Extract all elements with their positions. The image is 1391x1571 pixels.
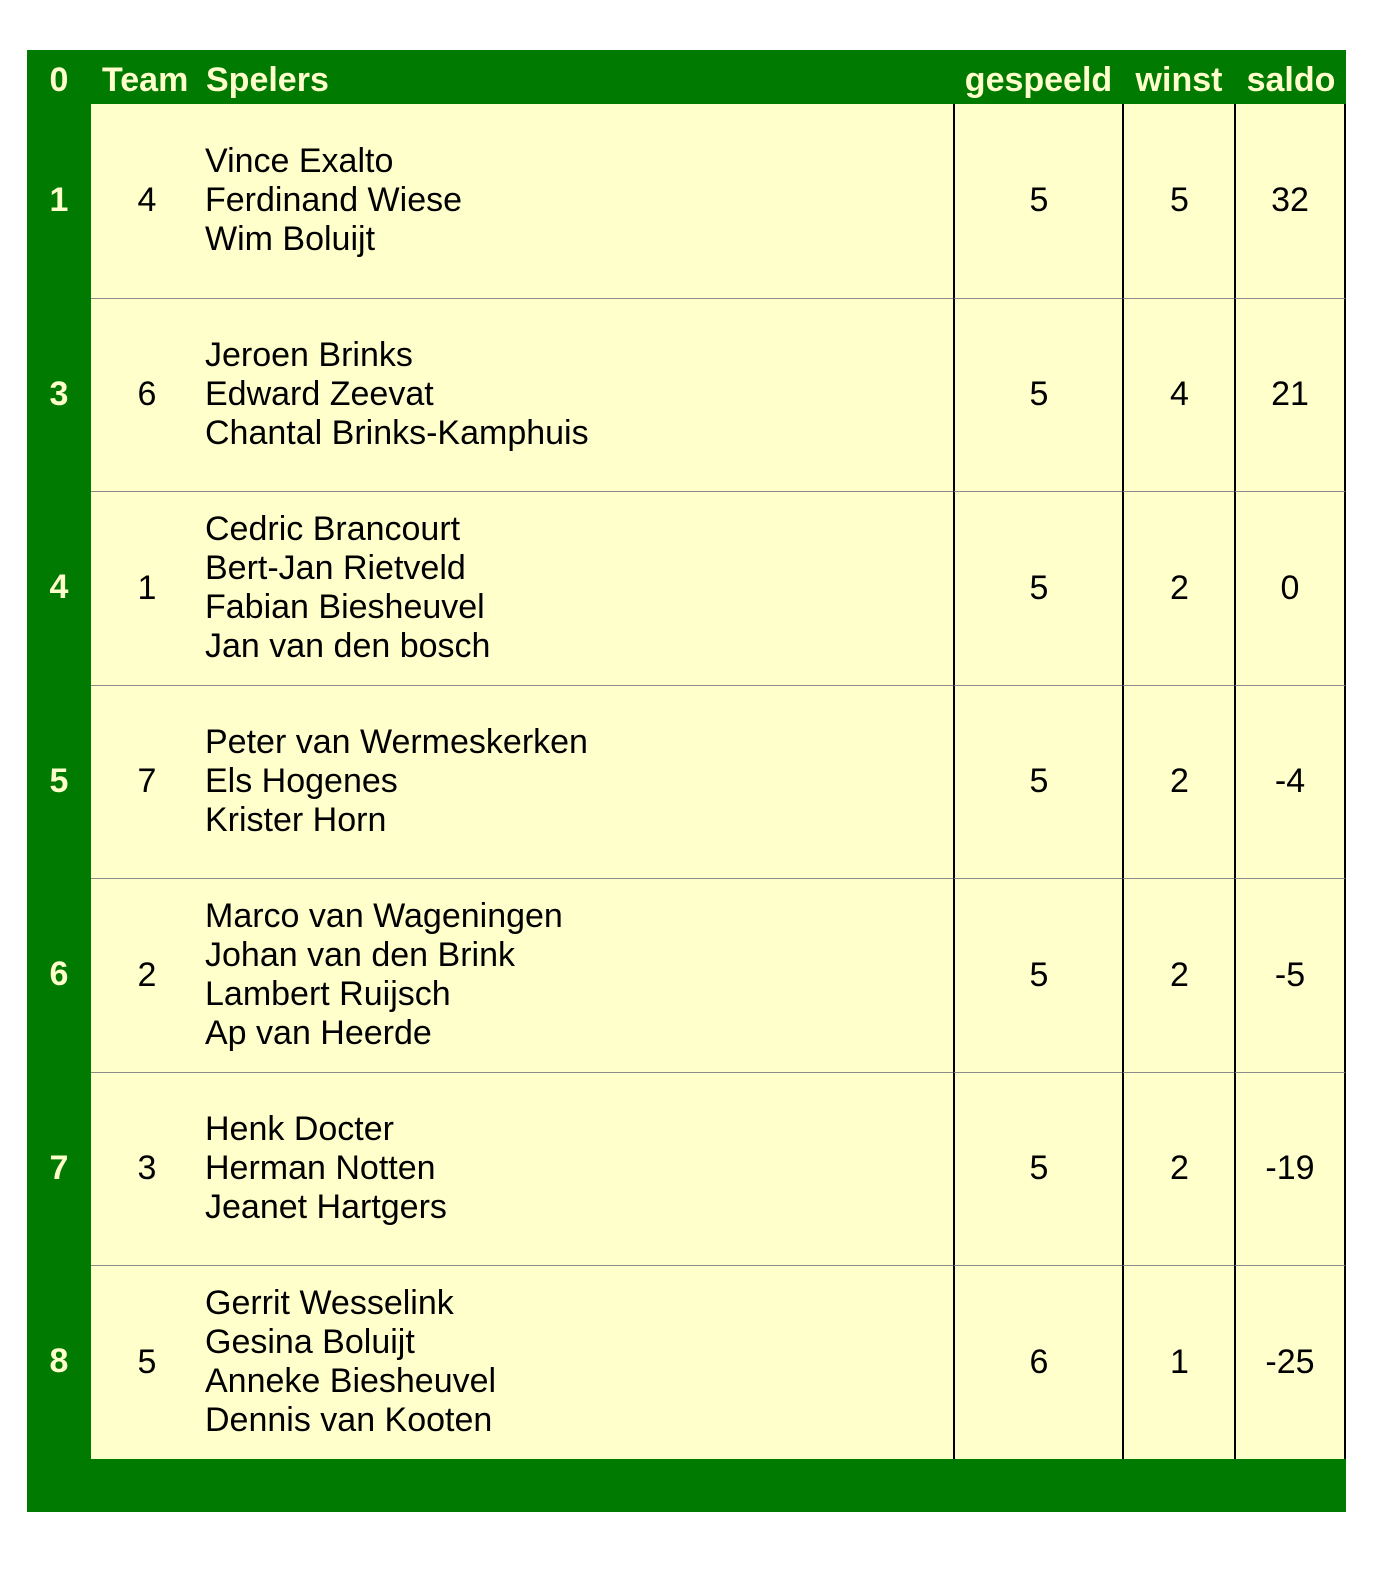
player-list	[203, 1110, 447, 1227]
player-name: Herman Notten	[205, 1149, 436, 1188]
player-name: Els Hogenes	[205, 762, 398, 801]
player-name: Gerrit Wesselink	[205, 1284, 454, 1323]
saldo-cell: -25	[1234, 1265, 1346, 1459]
player-name: Ferdinand Wiese	[205, 181, 463, 220]
player-list	[203, 142, 462, 259]
winst-cell: 5	[1122, 104, 1235, 298]
rank-cell: 5	[49, 761, 69, 800]
player-name: Marco van Wageningen	[205, 897, 563, 936]
saldo-cell: 32	[1234, 104, 1346, 298]
team-number: 6	[137, 375, 157, 414]
rank-cell: 4	[49, 568, 69, 607]
table-row	[27, 491, 1346, 685]
player-name: Jan van den bosch	[205, 627, 491, 666]
gespeeld-cell: 5	[953, 878, 1123, 1072]
winst-cell: 1	[1122, 1265, 1235, 1459]
header-rank: 0	[49, 61, 69, 99]
player-name: Wim Boluijt	[205, 220, 376, 259]
winst-cell: 2	[1122, 685, 1235, 879]
rank-cell: 3	[49, 374, 69, 413]
team-cell	[91, 491, 955, 685]
gespeeld-cell: 5	[953, 104, 1123, 298]
gespeeld-cell: 5	[953, 685, 1123, 879]
team-number: 5	[137, 1342, 157, 1381]
winst-cell: 2	[1122, 878, 1235, 1072]
header-saldo: saldo	[1246, 61, 1336, 99]
player-name: Anneke Biesheuvel	[205, 1362, 497, 1401]
player-list	[203, 1284, 496, 1440]
saldo-cell: -5	[1234, 878, 1346, 1072]
saldo-cell: -4	[1234, 685, 1346, 879]
team-cell	[91, 298, 955, 492]
team-number: 1	[137, 568, 157, 607]
player-name: Gesina Boluijt	[205, 1323, 415, 1362]
team-number: 2	[137, 955, 157, 994]
saldo-cell: 21	[1234, 298, 1346, 492]
player-name: Edward Zeevat	[205, 375, 434, 414]
table-row	[27, 878, 1346, 1072]
team-cell	[91, 878, 955, 1072]
gespeeld-cell: 5	[953, 491, 1123, 685]
team-number: 7	[137, 762, 157, 801]
table-row	[27, 298, 1346, 492]
header-gespeeld: gespeeld	[964, 61, 1113, 99]
team-cell	[91, 104, 955, 298]
player-name: Bert-Jan Rietveld	[205, 549, 466, 588]
player-name: Fabian Biesheuvel	[205, 588, 485, 627]
player-name: Jeanet Hartgers	[205, 1188, 447, 1227]
team-cell	[91, 1265, 955, 1459]
player-name: Krister Horn	[205, 801, 387, 840]
player-name: Lambert Ruijsch	[205, 975, 451, 1014]
winst-cell: 4	[1122, 298, 1235, 492]
table-row	[27, 1072, 1346, 1266]
saldo-cell: 0	[1234, 491, 1346, 685]
rank-cell: 7	[49, 1148, 69, 1187]
team-cell	[91, 685, 955, 879]
player-list	[203, 897, 563, 1053]
table-row	[27, 104, 1346, 298]
header-winst: winst	[1135, 61, 1223, 99]
player-list	[203, 336, 589, 453]
player-list	[203, 510, 490, 666]
saldo-cell: -19	[1234, 1072, 1346, 1266]
winst-cell: 2	[1122, 491, 1235, 685]
gespeeld-cell: 6	[953, 1265, 1123, 1459]
winst-cell: 2	[1122, 1072, 1235, 1266]
player-name: Cedric Brancourt	[205, 510, 461, 549]
rank-cell: 1	[49, 181, 69, 220]
header-spelers: Spelers	[206, 61, 329, 99]
player-name: Henk Docter	[205, 1110, 394, 1149]
gespeeld-cell: 5	[953, 1072, 1123, 1266]
player-name: Vince Exalto	[205, 142, 394, 181]
player-name: Chantal Brinks-Kamphuis	[205, 414, 589, 453]
standings-rows	[27, 104, 1346, 1459]
player-list	[203, 723, 588, 840]
header-team: Team	[102, 61, 189, 99]
gespeeld-cell: 5	[953, 298, 1123, 492]
player-name: Dennis van Kooten	[205, 1401, 493, 1440]
team-cell	[91, 1072, 955, 1266]
team-number: 3	[137, 1149, 157, 1188]
player-name: Ap van Heerde	[205, 1014, 432, 1053]
player-name: Peter van Wermeskerken	[205, 723, 588, 762]
rank-cell: 8	[49, 1342, 69, 1381]
rank-cell: 6	[49, 955, 69, 994]
table-row	[27, 685, 1346, 879]
team-number: 4	[137, 181, 157, 220]
player-name: Jeroen Brinks	[205, 336, 413, 375]
player-name: Johan van den Brink	[205, 936, 515, 975]
table-row	[27, 1265, 1346, 1459]
